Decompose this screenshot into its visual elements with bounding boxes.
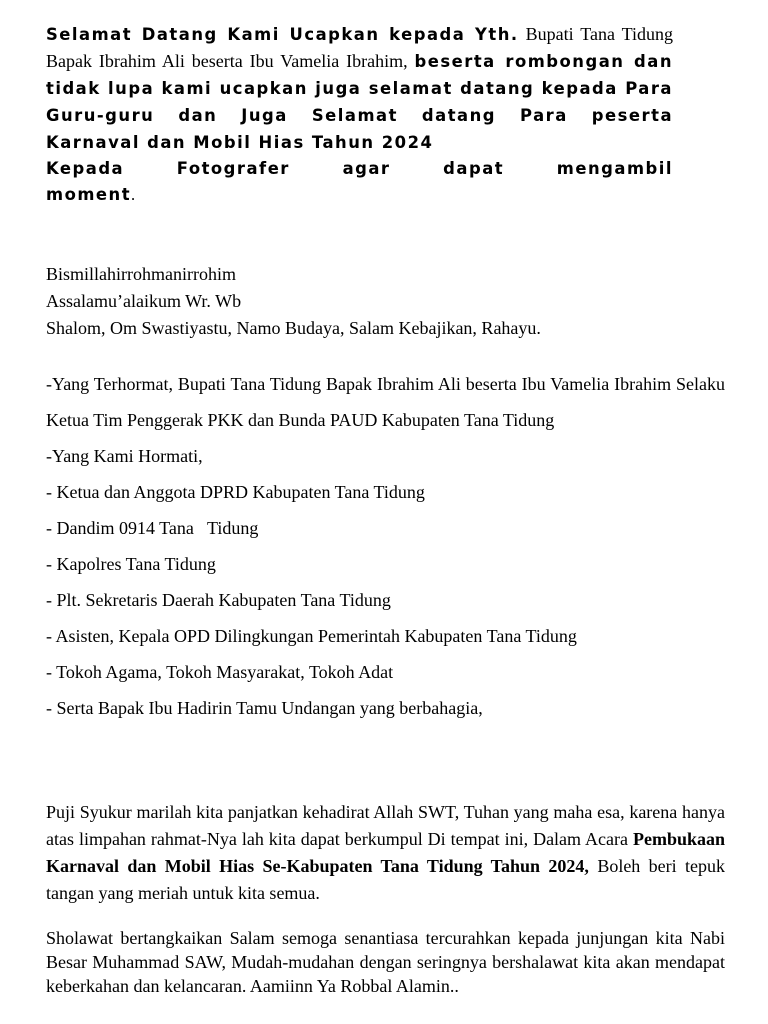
opening-welcome-paragraph bbox=[46, 21, 673, 208]
event-name-bold: Pembukaan Karnaval dan Mobil Hias Se-Kabupaten Tana Tidung Tahun 2024, bbox=[46, 829, 726, 876]
photographer-tail: moment bbox=[46, 185, 132, 204]
opening-greetings bbox=[46, 261, 726, 342]
guest-list-item-sekda: - Plt. Sekretaris Daerah Kabupaten Tana Tidung bbox=[46, 590, 391, 610]
photographer-line: Kepada Fotografer agar dapat mengambil bbox=[46, 159, 673, 178]
interfaith-greeting-line: Shalom, Om Swastiyastu, Namo Budaya, Salam Kebajikan, Rahayu. bbox=[46, 318, 541, 338]
guest-list-item-kapolres: - Kapolres Tana Tidung bbox=[46, 554, 216, 574]
gratitude-text: Puji Syukur marilah kita panjatkan kehadirat Allah SWT, Tuhan yang maha esa, karena hanya atas limpahan rahmat-Nya lah kita dapat berkumpul Di tempat ini, Dalam Acara bbox=[46, 802, 725, 849]
salam-line: Assalamu’alaikum Wr. Wb bbox=[46, 291, 242, 311]
guest-list-item-tokoh: - Tokoh Agama, Tokoh Masyarakat, Tokoh Adat bbox=[46, 662, 394, 682]
guest-list-item-hadirin: - Serta Bapak Ibu Hadirin Tamu Undangan yang berbahagia, bbox=[46, 698, 483, 718]
welcome-bold-text: Selamat Datang Kami Ucapkan kepada Yth. bbox=[46, 25, 519, 44]
welcome-bold-continuation: beserta rombongan dan tidak lupa kami ucapkan juga selamat datang kepada Para Guru-guru dan Juga Selamat datang Para peserta Karnaval dan Mobil Hias Tahun 2024 bbox=[46, 52, 674, 152]
gratitude-paragraph bbox=[46, 799, 725, 907]
photographer-tail-line bbox=[46, 182, 673, 208]
photographer-period: . bbox=[131, 185, 137, 204]
guest-list-item-opd: - Asisten, Kepala OPD Dilingkungan Pemerintah Kabupaten Tana Tidung bbox=[46, 626, 577, 646]
honored-first-guest: -Yang Terhormat, Bupati Tana Tidung Bapak Ibrahim Ali beserta Ibu Vamelia Ibrahim Selaku Ketua Tim Penggerak PKK dan Bunda PAUD Kabupaten Tana Tidung bbox=[46, 374, 725, 430]
applause-text: Boleh beri tepuk tangan yang meriah untuk kita semua. bbox=[46, 856, 726, 903]
guest-list-item-dandim: - Dandim 0914 Tana Tidung bbox=[46, 518, 259, 538]
sholawat-paragraph: Sholawat bertangkaikan Salam semoga senantiasa tercurahkan kepada junjungan kita Nabi Besar Muhammad SAW, Mudah-mudahan dengan seringnya bershalawat kita akan mendapat keberkahan dan kelancaran. Aamiinn Ya Robbal Alamin.. bbox=[46, 928, 725, 996]
respected-label: -Yang Kami Hormati, bbox=[46, 446, 203, 466]
honored-guests-section bbox=[46, 366, 725, 726]
guest-list-item-dprd: - Ketua dan Anggota DPRD Kabupaten Tana Tidung bbox=[46, 482, 425, 502]
welcome-guest-text: Bupati Tana Tidung Bapak Ibrahim Ali beserta Ibu Vamelia Ibrahim, bbox=[46, 24, 673, 71]
bismillah-line: Bismillahirrohmanirrohim bbox=[46, 264, 236, 284]
